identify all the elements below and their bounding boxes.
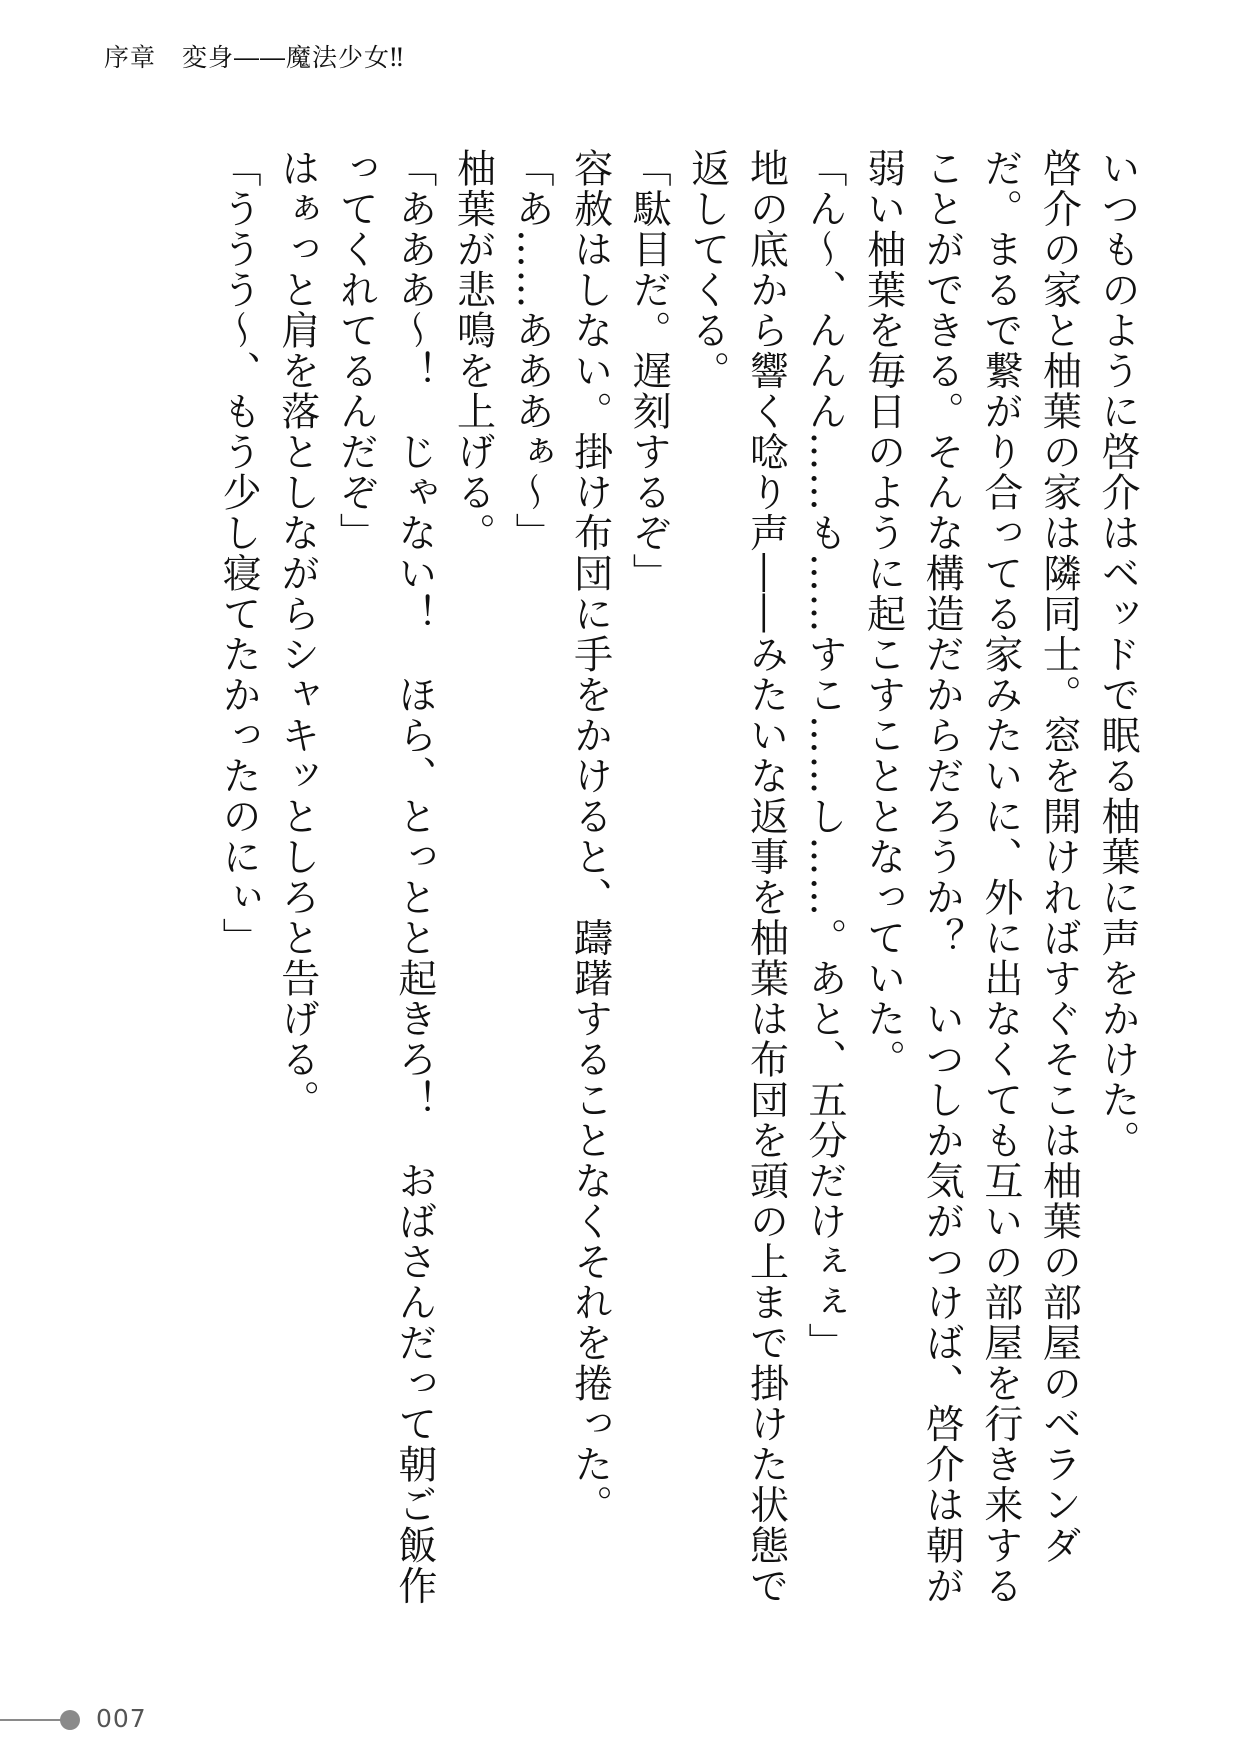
paragraph: はぁっと肩を落としながらシャキッとしろと告げる。: [274, 148, 320, 1120]
dialogue-line: 「ううう～、もう少し寝てたかったのにぃ」: [216, 148, 262, 958]
page-number: 007: [96, 1704, 147, 1733]
novel-body-text: [86, 148, 1146, 1628]
paragraph: 啓介の家と柚葉の家は隣同士。窓を開ければすぐそこは柚葉の部屋のベランダだ。まるで繋がり合ってる家みたいに、外に出なくても互いの部屋を行き来することができる。そんな構造だからだろうか？ いつしか気がつけば、啓介は朝が弱い柚葉を毎日のように起こすこととなっていた。: [860, 148, 1082, 1606]
dialogue-line: 「ん～、んんん……も……すこ……し……。あと、五分だけぇぇ」: [802, 148, 848, 1363]
footer-rule: [0, 1719, 62, 1721]
running-head: 序章 変身――魔法少女‼: [104, 43, 405, 72]
dialogue-line: 「あああ～！ じゃない！ ほら、とっとと起きろ！ おばさんだって朝ご飯作ってくれてるんだぞ」: [333, 148, 437, 1606]
paragraph: 容赦はしない。掛け布団に手をかけると、躊躇することなくそれを捲った。: [567, 148, 613, 1525]
paragraph: いつものように啓介はベッドで眠る柚葉に声をかけた。: [1095, 148, 1140, 1161]
dialogue-line: 「あ……あああぁ～」: [509, 148, 555, 553]
paragraph: 地の底から響く唸り声――みたいな返事を柚葉は布団を頭の上まで掛けた状態で返してくる。: [684, 148, 789, 1606]
paragraph: 柚葉が悲鳴を上げる。: [450, 148, 496, 553]
footer-dot-icon: [60, 1710, 80, 1730]
page-footer: [0, 1704, 300, 1734]
dialogue-line: 「駄目だ。遅刻するぞ」: [626, 148, 672, 594]
